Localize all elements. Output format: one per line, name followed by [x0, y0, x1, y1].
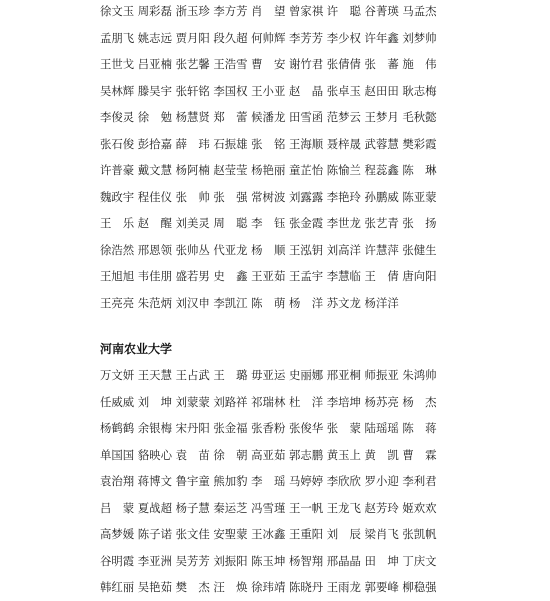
name-row: 孟朋飞 姚志远 贾月阳 段久超 何帅辉 李芳芳 李少权 许年鑫 刘梦帅 [100, 30, 437, 45]
name-row: 杨鹤鹤 余银梅 宋丹阳 张金福 张香粉 张俊华 张 蒙 陆瑶瑶 陈 蒋 [100, 421, 437, 435]
name-row: 袁治翔 蒋博文 鲁宇童 熊加豹 李 瑶 马婷婷 李欣欣 罗小迎 李利君 [100, 474, 437, 488]
section-heading: 河南农业大学 [100, 342, 173, 356]
name-row: 高梦媛 陈子诺 张文佳 安聖蒙 王冰鑫 王重阳 刘 辰 梁肖飞 张凯帆 [100, 527, 437, 541]
name-row: 王 乐 赵 醒 刘美灵 周 聪 李 钰 张金霞 李世龙 张艺青 张 扬 [100, 216, 437, 230]
name-row: 谷明霞 李亚洲 吴芳芳 刘振阳 陈玉坤 杨智翔 邢晶晶 田 坤 丁庆文 [100, 553, 437, 568]
name-row: 张石俊 彭拾嘉 薛 玮 石振雄 张 铭 王海顺 聂梓晟 武蓉慧 樊彩霞 [100, 136, 437, 151]
name-row: 任威威 刘 坤 刘蒙蒙 刘路祥 祁瑞林 杜 洋 李培坤 杨苏亮 杨 杰 [100, 394, 437, 409]
name-row: 徐浩然 邢恩领 张帅丛 代亚龙 杨 顺 王泓钥 刘高洋 许慧萍 张健生 [100, 242, 437, 257]
name-row: 王旭旭 韦佳朋 盛若男 史 鑫 王亚茹 王孟宇 李慧临 王 倩 唐向阳 [100, 269, 437, 283]
name-row: 魏政宇 程佳仪 张 帅 张 强 常树波 刘露露 李艳玲 孙鹏威 陈亚蒙 [100, 189, 437, 204]
name-row: 王亮亮 朱范炳 刘汉申 李凯江 陈 萌 杨 洋 苏文龙 杨洋洋 [100, 295, 399, 310]
name-list-section-2 [100, 362, 450, 601]
name-row: 韩红丽 吴艳茹 樊 杰 汪 焕 徐玮靖 陈晓丹 王雨龙 郭要峰 柳稳强 [100, 580, 437, 594]
name-row: 吕 蒙 夏战超 杨子慧 秦运芝 冯雪瑾 王一帆 王龙飞 赵芳玲 姬欢欢 [100, 500, 437, 515]
name-row: 单国国 貉映心 袁 苗 徐 朝 高亚茹 郭志鹏 黄玉上 黄 凯 曹 霖 [100, 447, 437, 462]
name-row: 李俊灵 徐 勉 杨慧贤 郑 蕾 候潘龙 田雪函 范梦云 王梦月 毛秋懿 [100, 110, 437, 124]
name-row: 徐文玉 周彩磊 浙玉珍 李方芳 肖 望 曾家祺 许 聪 谷菁瑛 马孟杰 [100, 4, 437, 18]
name-row: 许普豪 戴文慧 杨阿楠 赵莹莹 杨艳丽 童芷怡 陈愉兰 程蕊鑫 陈 琳 [100, 163, 437, 177]
name-list-section-1 [100, 0, 450, 316]
name-row: 万文妍 王天慧 王占武 王 璐 毋亚运 史丽娜 邢亚桐 师振亚 朱鸿帅 [100, 368, 437, 382]
name-row: 吴林辉 滕吴宇 张轩铭 李国权 王小亚 赵 晶 张卓玉 赵田田 耿志梅 [100, 83, 437, 98]
name-row: 王世戈 吕亚楠 张艺馨 王浩雪 曹 安 谢竹君 张倩倩 张 蕃 施 伟 [100, 57, 437, 71]
